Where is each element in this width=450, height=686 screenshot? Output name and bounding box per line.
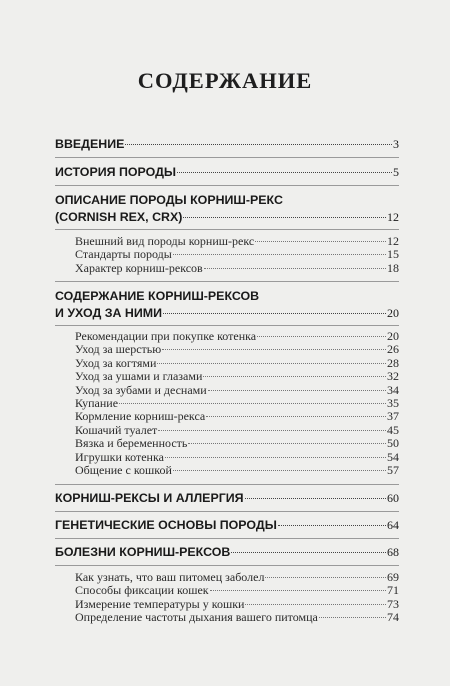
toc-item-label: Стандарты породы [75, 247, 172, 262]
toc-section-label-cont: И УХОД ЗА НИМИ [55, 306, 162, 320]
toc-page-number: 34 [387, 382, 399, 397]
toc-page-number: 54 [387, 449, 399, 464]
dot-leader [183, 217, 386, 218]
toc-item-label: Купание [75, 396, 119, 411]
dot-leader [210, 590, 386, 591]
toc-section-care[interactable] [55, 288, 399, 322]
page-title: СОДЕРЖАНИЕ [137, 68, 313, 93]
toc-item[interactable] [75, 343, 399, 356]
divider [55, 565, 399, 566]
toc-item[interactable] [75, 384, 399, 397]
divider [55, 538, 399, 539]
toc-item[interactable] [75, 571, 399, 584]
dot-leader [173, 254, 386, 255]
toc-section-label: ВВЕДЕНИЕ [55, 137, 125, 151]
toc-page-number: 3 [393, 137, 399, 151]
toc-page-number: 68 [387, 545, 399, 559]
dot-leader [188, 443, 386, 444]
toc-page-number: 60 [387, 491, 399, 505]
toc-page-number: 74 [387, 610, 399, 625]
toc-item[interactable] [75, 235, 399, 248]
divider [55, 484, 399, 485]
toc-item[interactable] [75, 464, 399, 477]
toc-item[interactable] [75, 410, 399, 423]
toc-page-number: 73 [387, 596, 399, 611]
toc-section-introduction[interactable] [55, 137, 399, 152]
toc-page-number: 26 [387, 342, 399, 357]
dot-leader [203, 376, 386, 377]
toc-item-label: Способы фиксации кошек [75, 583, 209, 598]
dot-leader [206, 416, 386, 417]
toc-item-label: Уход за ушами и глазами [75, 369, 203, 384]
dot-leader [255, 241, 386, 242]
dot-leader [204, 268, 386, 269]
toc-item[interactable] [75, 584, 399, 597]
toc-page-number: 69 [387, 570, 399, 584]
toc-item[interactable] [75, 370, 399, 383]
toc-page-number: 20 [387, 306, 399, 320]
toc-item[interactable] [75, 437, 399, 450]
toc-item-label: Внешний вид породы корниш-рекс [75, 234, 255, 248]
toc-item-label: Общение с кошкой [75, 463, 172, 478]
toc-item-label: Как узнать, что ваш питомец заболел [75, 570, 265, 584]
toc-page-number: 12 [387, 234, 399, 248]
toc-page-number: 71 [387, 583, 399, 598]
toc-item-label: Кормление корниш-рекса [75, 409, 206, 424]
dot-leader [265, 577, 386, 578]
divider [55, 281, 399, 282]
dot-leader [245, 604, 386, 605]
dot-leader [257, 336, 386, 337]
toc-item[interactable] [75, 611, 399, 624]
dot-leader [319, 617, 386, 618]
dot-leader [158, 430, 386, 431]
toc-item-label: Измерение температуры у кошки [75, 596, 245, 611]
toc-section-allergy[interactable] [55, 491, 399, 506]
dot-leader [157, 363, 386, 364]
toc-section-label: ГЕНЕТИЧЕСКИЕ ОСНОВЫ ПОРОДЫ [55, 518, 277, 532]
toc-item-label: Уход за зубами и деснами [75, 382, 207, 397]
dot-leader [125, 144, 392, 145]
toc-section-label: БОЛЕЗНИ КОРНИШ-РЕКСОВ [55, 545, 231, 559]
toc-item[interactable] [75, 397, 399, 410]
dot-leader [119, 403, 386, 404]
toc-section-diseases[interactable] [55, 545, 399, 560]
toc-item-label: Игрушки котенка [75, 449, 164, 464]
dot-leader [163, 313, 386, 314]
toc-section-label: ИСТОРИЯ ПОРОДЫ [55, 165, 177, 179]
toc-item-label: Рекомендации при покупке котенка [75, 329, 257, 343]
dot-leader [177, 172, 392, 173]
toc-section-label: СОДЕРЖАНИЕ КОРНИШ-РЕКСОВ [55, 289, 260, 303]
divider [55, 185, 399, 186]
toc-item-label: Характер корниш-рексов [75, 260, 203, 275]
toc-page-number: 32 [387, 369, 399, 384]
toc-page-number: 28 [387, 355, 399, 370]
divider [55, 511, 399, 512]
dot-leader [173, 470, 386, 471]
toc-page-number: 5 [393, 165, 399, 179]
toc-item[interactable] [75, 598, 399, 611]
toc-item[interactable] [75, 262, 399, 275]
dot-leader [278, 525, 386, 526]
toc-item[interactable] [75, 330, 399, 343]
toc-page-number: 37 [387, 409, 399, 424]
toc-page-number: 45 [387, 422, 399, 437]
dot-leader [231, 552, 386, 553]
dot-leader [208, 390, 386, 391]
toc-page-number: 50 [387, 436, 399, 451]
toc-item[interactable] [75, 451, 399, 464]
toc-section-genetics[interactable] [55, 518, 399, 533]
toc-item-label: Вязка и беременность [75, 436, 188, 451]
divider [55, 157, 399, 158]
dot-leader [165, 457, 386, 458]
toc-page-number: 20 [387, 329, 399, 343]
toc-subsection-list [75, 571, 399, 625]
toc-section-description[interactable] [55, 192, 399, 226]
toc-subsection-list [75, 330, 399, 477]
toc-page-number: 18 [387, 260, 399, 275]
dot-leader [162, 349, 386, 350]
toc-item-label: Уход за шерстью [75, 342, 162, 357]
toc-page-number: 64 [387, 518, 399, 532]
toc-item[interactable] [75, 357, 399, 370]
toc-item[interactable] [75, 424, 399, 437]
toc-item[interactable] [75, 248, 399, 261]
toc-page-number: 35 [387, 396, 399, 411]
toc-subsection-list [75, 235, 399, 275]
divider [55, 325, 399, 326]
toc-section-history[interactable] [55, 165, 399, 180]
toc-page-number: 57 [387, 463, 399, 478]
toc-item-label: Определение частоты дыхания вашего питомца [75, 610, 318, 625]
toc-item-label: Кошачий туалет [75, 422, 158, 437]
toc-section-label: КОРНИШ-РЕКСЫ И АЛЛЕРГИЯ [55, 491, 244, 505]
toc-section-label: ОПИСАНИЕ ПОРОДЫ КОРНИШ-РЕКС [55, 193, 283, 207]
divider [55, 229, 399, 230]
toc-section-label-cont: (CORNISH REX, CRX) [55, 210, 183, 224]
toc-item-label: Уход за когтями [75, 355, 157, 370]
dot-leader [245, 498, 386, 499]
toc-page-number: 12 [387, 210, 399, 224]
toc-page-number: 15 [387, 247, 399, 262]
